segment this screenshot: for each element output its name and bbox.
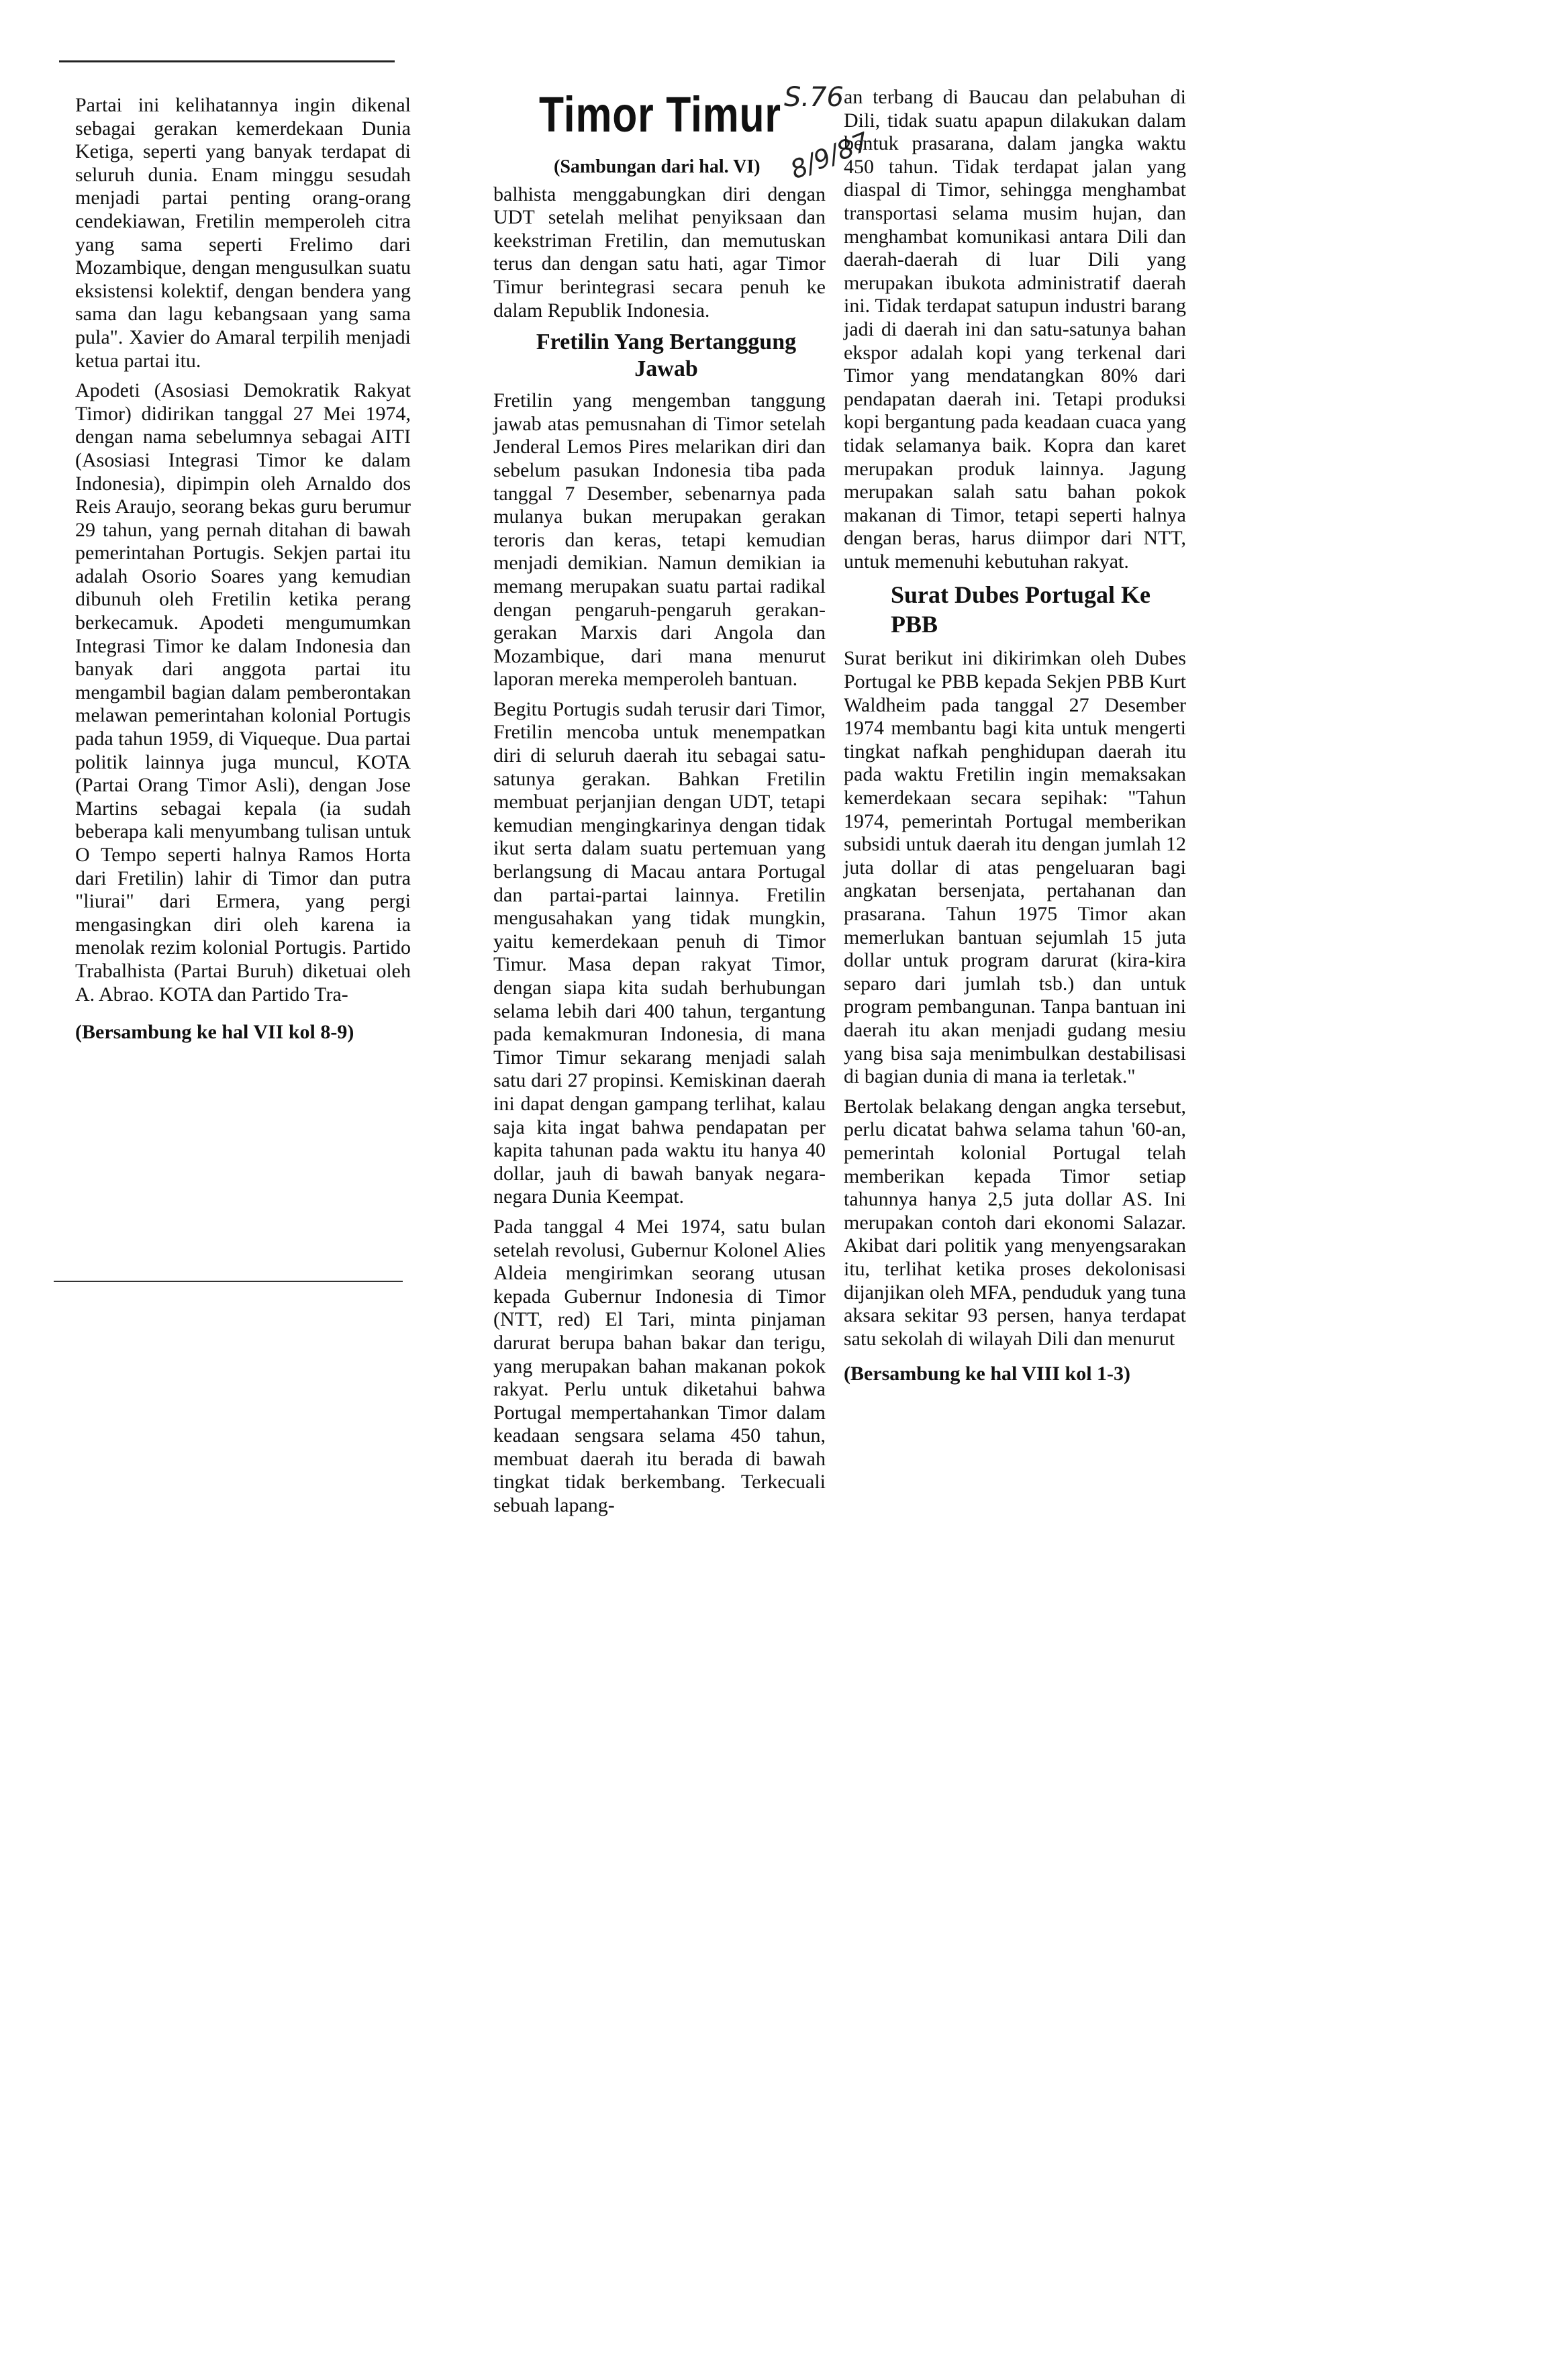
section-heading-fretilin: Fretilin Yang Bertanggung Jawab [536, 330, 797, 382]
left-paragraph-1: Partai ini kelihatannya ingin dikenal sebagai gerakan kemerdekaan Dunia Ketiga, seperti yang banyak terdapat di seluruh dunia. Enam minggu sesudah menjadi partai penting orang-orang cendekiawan, Fretilin memperoleh citra yang sama seperti Frelimo dari Mozambique, dengan mengusulkan suatu eksistensi kolektif, dengan bendera yang sama dan lagu kebangsaan yang sama pula". Xavier do Amaral terpilih menjadi ketua partai itu. [75, 94, 411, 372]
handwritten-date: 8/9/87 [786, 126, 874, 185]
handwritten-code: S.76 [784, 82, 844, 113]
section-heading-surat: Surat Dubes Portugal Ke PBB [891, 581, 1150, 638]
masthead-title: Timor Timur [539, 87, 781, 142]
middle-paragraph-4: Pada tanggal 4 Mei 1974, satu bulan setelah revolusi, Gubernur Kolonel Alies Aldeia mengirimkan seorang utusan kepada Gubernur Indonesia di Timor (NTT, red) El Tari, minta pinjaman darurat berupa bahan bakar dan terigu, yang merupakan bahan makanan pokok rakyat. Perlu untuk diketahui bahwa Portugal mempertahankan Timor dalam keadaan sengsara selama 450 tahun, membuat daerah itu berada di bawah tingkat tidak berkembang. Terkecuali sebuah lapang- [493, 1215, 826, 1517]
middle-paragraph-3: Begitu Portugis sudah terusir dari Timor, Fretilin mencoba untuk menempatkan diri di seluruh daerah itu sebagai satu-satunya gerakan. Bahkan Fretilin membuat perjanjian dengan UDT, tetapi kemudian mengingkarinya dengan tidak ikut serta dalam suatu pertemuan yang berlangsung di Macau antara Portugal dan partai-partai lainnya. Fretilin mengusahakan yang tidak mungkin, yaitu kemerdekaan penuh di Timor Timur. Masa depan rakyat Timor, dengan siapa kita sudah berhubungan selama lebih dari 400 tahun, tergantung pada kemakmuran Indonesia, di mana Timor Timur sekarang menjadi salah satu dari 27 propinsi. Kemiskinan daerah ini dapat dengan gampang terlihat, kalau saja kita ingat bahwa pendapatan per kapita tahunan pada waktu itu hanya 40 dollar, jauh di bawah banyak negara-negara Dunia Keempat. [493, 697, 826, 1208]
middle-paragraph-2: Fretilin yang mengemban tanggung jawab atas pemusnahan di Timor setelah Jenderal Lemos Pires melarikan diri dan sebelum pasukan Indonesia tiba pada tanggal 7 Desember, sebenarnya pada mulanya bukan merupakan gerakan teroris dan keras, tetapi kemudian menjadi demikian. Namun demikian ia memang merupakan suatu partai radikal dengan pengaruh-pengaruh gerakan-gerakan Marxis dari Angola dan Mozambique, dari mana menurut laporan mereka memperoleh bantuan. [493, 389, 826, 691]
bottom-rule [54, 1281, 403, 1282]
middle-column [493, 156, 826, 1524]
left-column [75, 94, 411, 1051]
middle-paragraph-1: balhista menggabungkan diri dengan UDT setelah melihat penyiksaan dan keekstriman Fretilin, dan memutuskan terus dan dengan satu hati, agar Timor Timur berintegrasi secara penuh ke dalam Republik Indonesia. [493, 183, 826, 322]
right-continuation-note: (Bersambung ke hal VIII kol 1-3) [844, 1363, 1131, 1385]
right-column [844, 86, 1186, 1393]
top-rule [59, 60, 395, 62]
right-paragraph-2: Surat berikut ini dikirimkan oleh Dubes Portugal ke PBB kepada Sekjen PBB Kurt Waldheim pada tanggal 27 Desember 1974 membantu bagi kita untuk mengerti tingkat nafkah penghidupan daerah itu pada waktu Fretilin ingin memaksakan kemerdekaan secara sepihak: "Tahun 1974, pemerintah Portugal memberikan subsidi untuk daerah itu dengan jumlah 12 juta dollar di atas pengeluaran bagi angkatan bersenjata, pertahanan dan prasarana. Tahun 1975 Timor akan memerlukan bantuan sejumlah 15 juta dollar untuk program darurat (kira-kira separo dari jumlah tsb.) dan untuk program pembangunan. Tanpa bantuan ini daerah itu akan menjadi gudang mesiu yang bisa saja menimbulkan destabilisasi di bagian dunia di mana ia terletak." [844, 647, 1186, 1088]
right-paragraph-3: Bertolak belakang dengan angka tersebut, perlu dicatat bahwa selama tahun '60-an, pemerintah kolonial Portugal telah memberikan kepada Timor setiap tahunnya hanya 2,5 juta dollar AS. Ini merupakan contoh dari ekonomi Salazar. Akibat dari politik yang menyengsarakan itu, terlihat ketika proses dekolonisasi dijanjikan oleh MFA, penduduk yang tuna aksara sekitar 93 persen, hanya terdapat satu sekolah di wilayah Dili dan menurut [844, 1095, 1186, 1350]
right-paragraph-1: an terbang di Baucau dan pelabuhan di Dili, tidak suatu apapun dilakukan dalam bentuk prasarana, dalam jangka waktu 450 tahun. Tidak terdapat jalan yang diaspal di Timor, sehingga menghambat transportasi selama musim hujan, dan menghambat komunikasi antara Dili dan daerah-daerah di luar Dili yang merupakan ibukota administratif daerah ini. Tidak terdapat satupun industri barang jadi di daerah ini dan satu-satunya bahan ekspor adalah kopi yang terkenal dari Timor yang mendatangkan 80% dari pendapatan daerah ini. Tetapi produksi kopi bergantung pada keadaan cuaca yang tidak selamanya baik. Kopra dan karet merupakan produk lainnya. Jagung merupakan salah satu bahan pokok makanan di Timor, tetapi seperti halnya dengan beras, harus diimpor dari NTT, untuk memenuhi kebutuhan rakyat. [844, 86, 1186, 573]
continuation-subheading: (Sambungan dari hal. VI) [554, 156, 761, 177]
left-continuation-note: (Bersambung ke hal VII kol 8-9) [75, 1021, 354, 1044]
left-paragraph-2: Apodeti (Asosiasi Demokratik Rakyat Timor) didirikan tanggal 27 Mei 1974, dengan nama sebelumnya sebagai AITI (Asosiasi Integrasi Timor ke dalam Indonesia), dipimpin oleh Arnaldo dos Reis Araujo, seorang bekas guru berumur 29 tahun, yang pernah ditahan di bawah pemerintahan Portugis. Sekjen partai itu adalah Osorio Soares yang kemudian dibunuh oleh Fretilin ketika perang berkecamuk. Apodeti mengumumkan Integrasi Timor ke dalam Indonesia dan banyak dari anggota partai itu mengambil bagian dalam pemberontakan melawan pemerintahan kolonial Portugis pada tahun 1959, di Viqueque. Dua partai politik lainnya juga muncul, KOTA (Partai Orang Timor Asli), dengan Jose Martins sebagai kepala (ia sudah beberapa kali menyumbang tulisan untuk O Tempo seperti halnya Ramos Horta dari Fretilin) lahir di Timor dan putra "liurai" dari Ermera, yang pergi mengasingkan diri oleh karena ia menolak rezim kolonial Portugis. Partido Trabalhista (Partai Buruh) diketuai oleh A. Abrao. KOTA dan Partido Tra- [75, 379, 411, 1005]
